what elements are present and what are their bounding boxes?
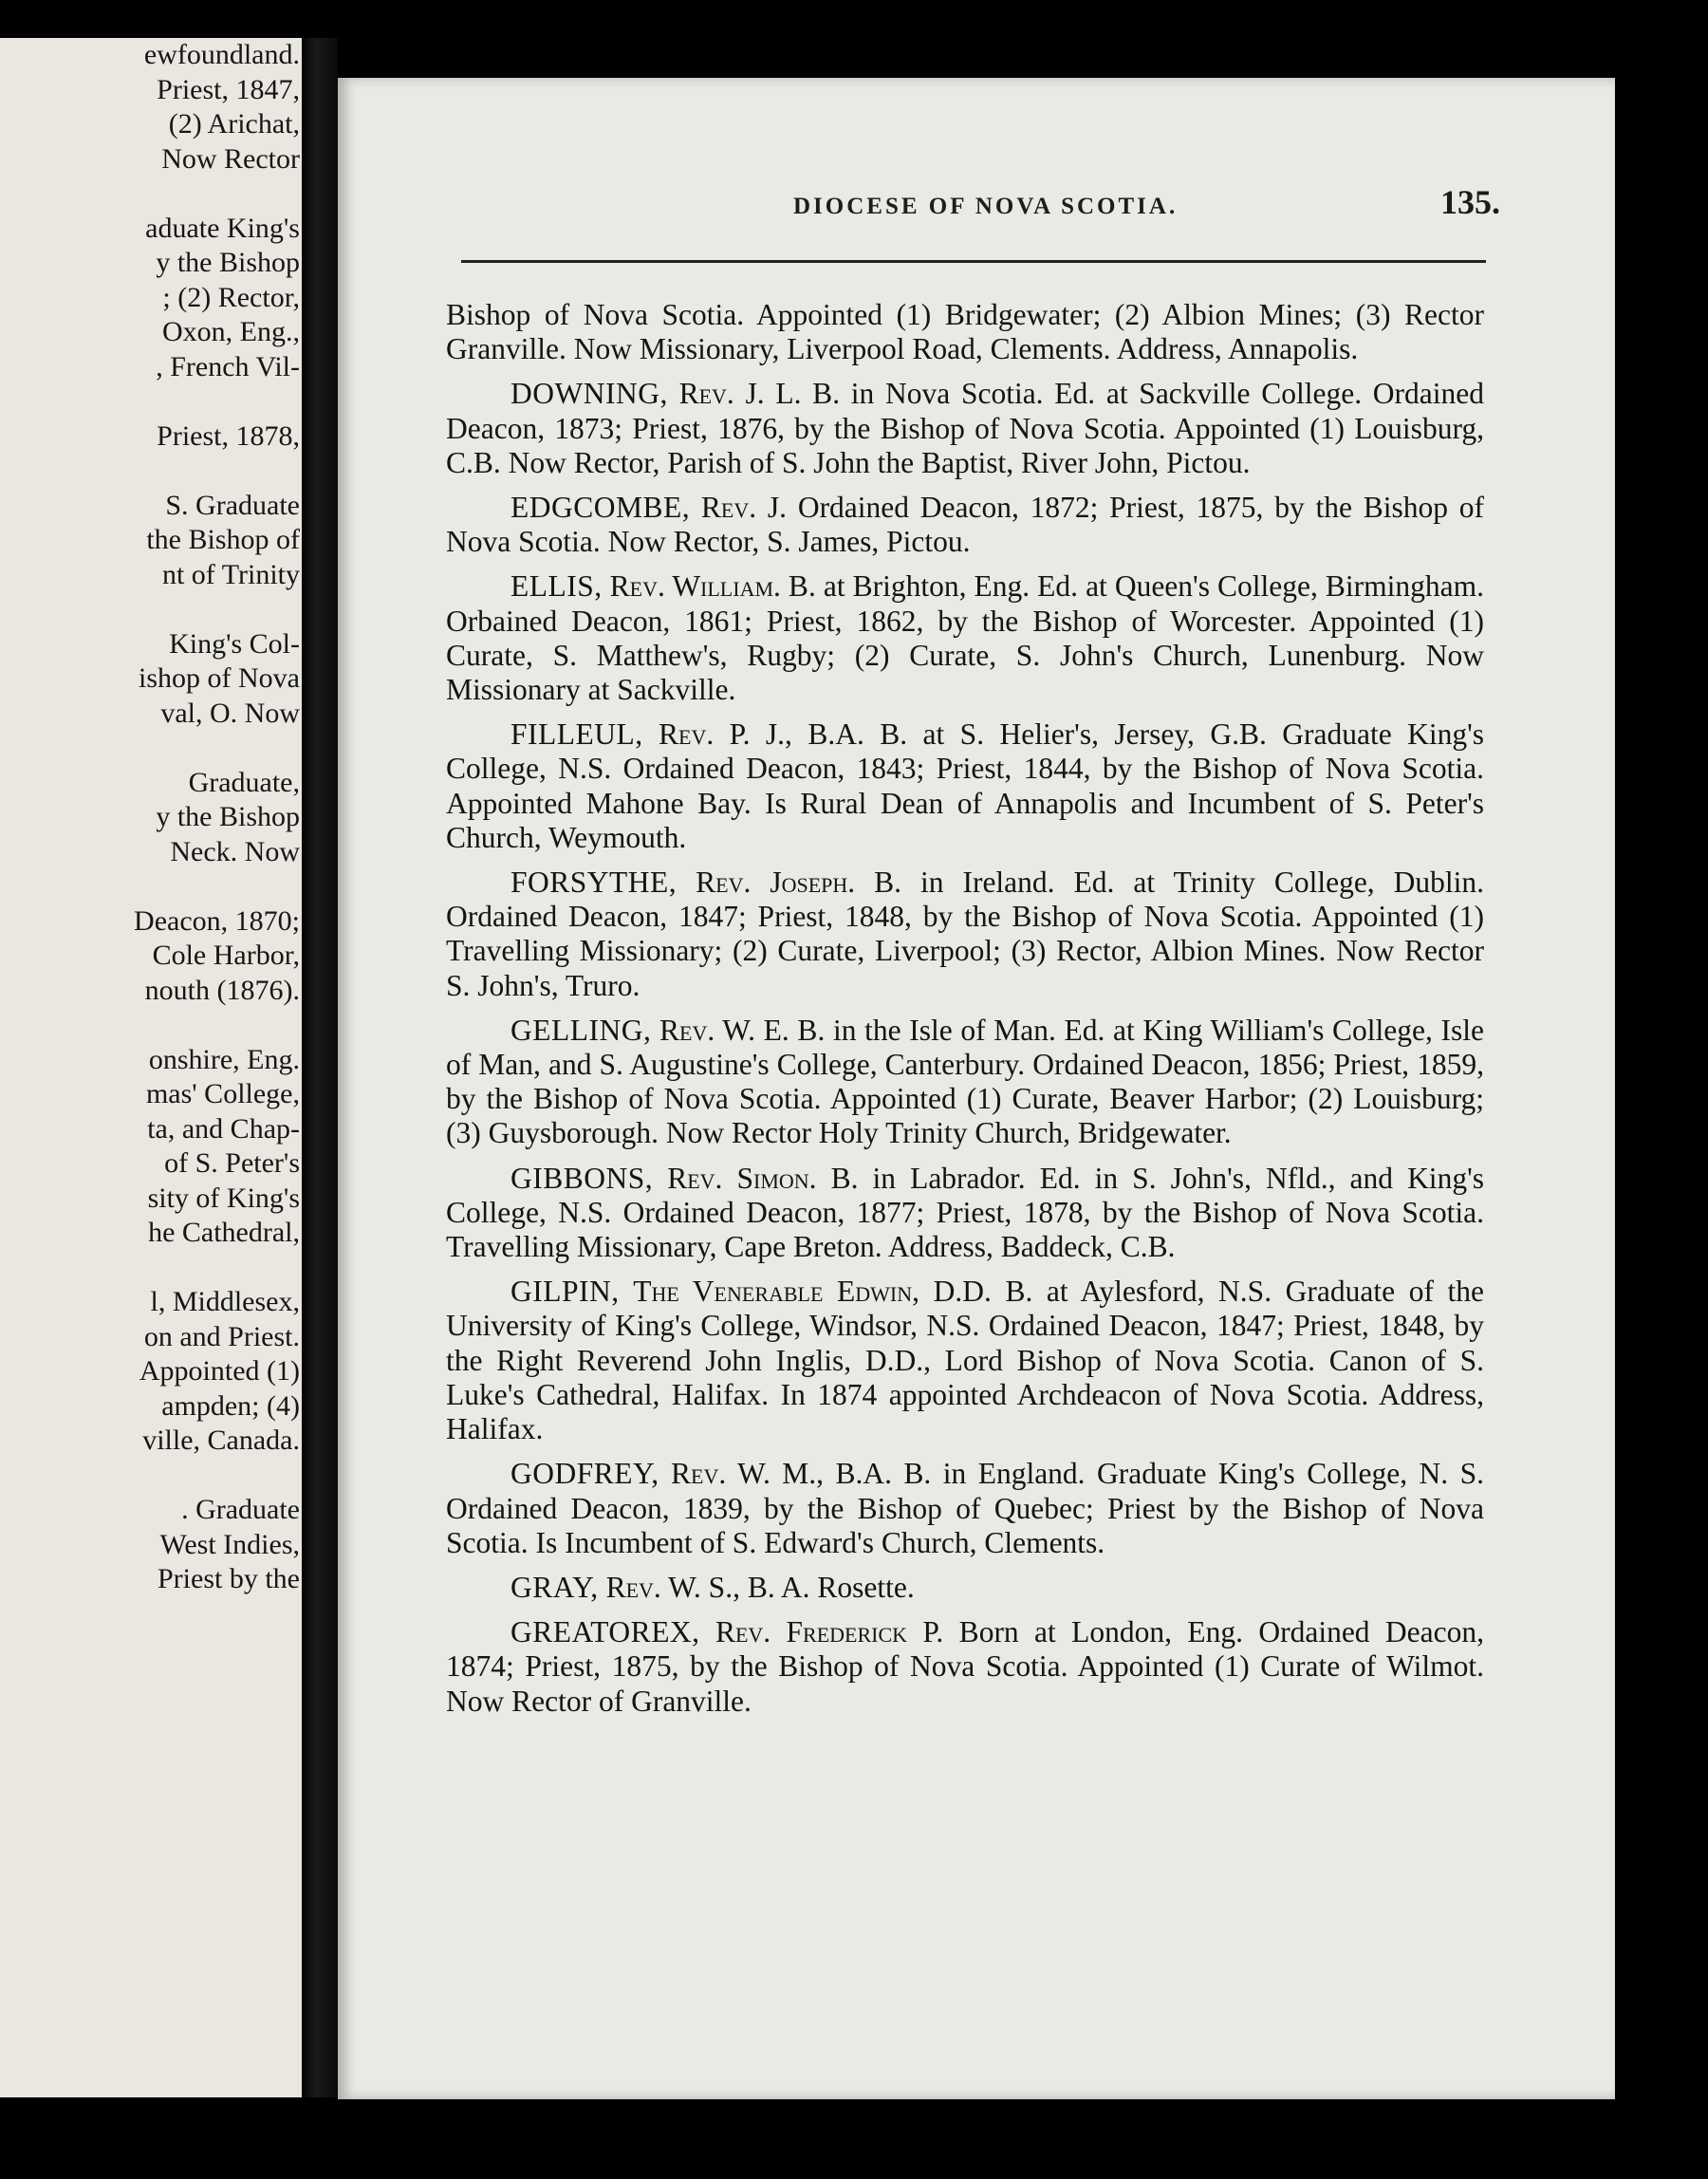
left-page-line: Neck. Now xyxy=(170,835,300,867)
entry-text: B. at Aylesford, N.S. Graduate of the University of King's College, Windsor, N.S. Ordained Deacon, 1847; Priest, 1848, by the Right Reverend John Inglis, D.D., Lord Bishop of Nova Scotia. Canon of S. Luke's Cathedral, Halifax. In 1874 appointed Archdeacon of Nova Scotia. Address, Halifax. xyxy=(446,1275,1485,1446)
entry-title: Rev. W. S., B. A. xyxy=(605,1570,810,1604)
entry-title: Rev. Joseph. xyxy=(696,866,856,900)
left-page-line xyxy=(0,592,300,627)
left-page-line xyxy=(0,731,300,766)
left-page xyxy=(0,38,302,2097)
entry-text: B. in Ireland. Ed. at Trinity College, Dublin. Ordained Deacon, 1847; Priest, 1848, by the Bishop of Nova Scotia. Appointed (1) Travelling Missionary; (2) Curate, Liverpool; (3) Rector, Albion Mines. Now Rector S. John's, Truro. xyxy=(446,866,1485,1002)
left-page-line: Now Rector xyxy=(161,142,300,175)
clergy-entry xyxy=(446,1275,1484,1446)
clergy-entry xyxy=(446,1014,1484,1151)
entry-surname: FILLEUL, xyxy=(511,717,643,752)
clergy-entry xyxy=(446,717,1484,855)
left-page-line: Priest, 1878, xyxy=(157,419,300,452)
clergy-entry xyxy=(446,866,1484,1003)
entry-title: Rev. W. M., B.A. xyxy=(671,1457,892,1491)
clergy-entry xyxy=(446,1162,1484,1265)
left-page-text xyxy=(0,38,300,1597)
left-page-line: ewfoundland. xyxy=(143,39,300,70)
running-head: DIOCESE OF NOVA SCOTIA. xyxy=(793,194,1179,219)
clergy-entry xyxy=(446,1457,1484,1560)
clergy-entry xyxy=(446,377,1484,480)
left-page-line: ; (2) Rector, xyxy=(162,281,300,313)
left-page-line: Priest by the xyxy=(158,1563,300,1594)
left-page-line: onshire, Eng. xyxy=(148,1043,300,1075)
left-page-line: l, Middlesex, xyxy=(150,1286,300,1317)
left-page-line: the Bishop of xyxy=(146,524,300,555)
left-page-line xyxy=(0,1459,300,1494)
left-page-line xyxy=(0,384,300,419)
left-page-line: (2) Arichat, xyxy=(168,108,300,140)
entry-text: B. in Labrador. Ed. in S. John's, Nfld., and King's College, N.S. Ordained Deacon, 1877; Priest, 1878, by the Bishop of Nova Scotia. Travelling Missionary, Cape Breton. Address, Baddeck, C.B. xyxy=(446,1161,1484,1264)
left-page-line: nouth (1876). xyxy=(144,974,300,1006)
entry-title: Rev. Frederick P. xyxy=(715,1615,944,1649)
entry-surname: DOWNING, xyxy=(511,377,668,411)
entry-surname: FORSYTHE, xyxy=(511,866,678,900)
entry-title: Rev. William. xyxy=(609,569,781,604)
left-page-line: sity of King's xyxy=(147,1182,300,1214)
right-page xyxy=(338,78,1615,2099)
left-page-line: y the Bishop xyxy=(156,247,300,278)
entry-surname: GILPIN, xyxy=(511,1275,620,1309)
left-page-line: ville, Canada. xyxy=(142,1425,300,1456)
left-page-line: , French Vil- xyxy=(156,350,300,382)
entry-surname: GIBBONS, xyxy=(511,1161,654,1195)
left-page-line: ampden; (4) xyxy=(161,1389,300,1422)
left-page-line xyxy=(0,1251,300,1286)
left-page-line: Oxon, Eng., xyxy=(162,316,300,347)
page-header xyxy=(338,183,1615,232)
clergy-entries xyxy=(446,298,1484,1729)
entry-text: B. in England. Graduate King's College, N. S. Ordained Deacon, 1839, by the Bishop of Quebec; Priest by the Bishop of Nova Scotia. Is Incumbent of S. Edward's Church, Clements. xyxy=(446,1457,1484,1559)
left-page-line: King's Col- xyxy=(169,627,300,660)
entry-title: Rev. W. E. xyxy=(659,1013,789,1047)
left-page-line: nt of Trinity xyxy=(161,558,300,590)
left-page-line: West Indies, xyxy=(159,1528,300,1560)
left-page-line: mas' College, xyxy=(145,1078,300,1109)
entry-surname: EDGCOMBE, xyxy=(511,491,691,525)
left-page-line: aduate King's xyxy=(145,212,300,244)
left-page-line: he Cathedral, xyxy=(148,1217,300,1248)
left-page-line: val, O. Now xyxy=(160,697,300,729)
left-page-line xyxy=(0,177,300,212)
left-page-line: Priest, 1847, xyxy=(157,73,300,105)
entry-surname: GREATOREX, xyxy=(511,1615,700,1649)
page-number: 135. xyxy=(1440,183,1500,221)
left-page-line: ta, and Chap- xyxy=(147,1112,300,1145)
entry-text: B. in the Isle of Man. Ed. at King William's College, Isle of Man, and S. Augustine's College, Canterbury. Ordained Deacon, 1856; Priest, 1859, by the Bishop of Nova Scotia. Appointed (1) Curate, Beaver Harbor; (2) Louisburg; (3) Guysborough. Now Rector Holy Trinity Church, Bridgewater. xyxy=(446,1013,1485,1150)
entry-text: Bishop of Nova Scotia. Appointed (1) Bridgewater; (2) Albion Mines; (3) Rector Granville. Now Missionary, Liverpool Road, Clements. Address, Annapolis. xyxy=(446,298,1484,366)
left-page-line: of S. Peter's xyxy=(164,1147,300,1179)
entry-title: Rev. Simon. xyxy=(667,1161,817,1195)
left-page-line: S. Graduate xyxy=(165,489,300,521)
left-page-line xyxy=(0,869,300,904)
entry-text: Rosette. xyxy=(809,1570,915,1604)
entry-title: Rev. J. xyxy=(700,491,788,525)
entry-text: B. at S. Helier's, Jersey, G.B. Graduate King's College, N.S. Ordained Deacon, 1843; Priest, 1844, by the Bishop of Nova Scotia. Appointed Mahone Bay. Is Rural Dean of Annapolis and Incumbent of S. Peter's Church, Weymouth. xyxy=(446,717,1485,854)
clergy-entry xyxy=(446,491,1484,559)
left-page-line: y the Bishop xyxy=(156,801,300,832)
entry-title: The Venerable Edwin, D.D. xyxy=(633,1275,992,1309)
left-page-line: Appointed (1) xyxy=(139,1355,300,1387)
entry-text: Ordained Deacon, 1872; Priest, 1875, by the Bishop of Nova Scotia. Now Rector, S. James, Pictou. xyxy=(446,491,1485,559)
entry-surname: GODFREY, xyxy=(511,1457,659,1491)
left-page-line: ishop of Nova xyxy=(139,662,300,694)
clergy-entry xyxy=(446,569,1484,707)
entry-title: Rev. P. J., B.A. xyxy=(659,717,864,752)
left-page-line: Deacon, 1870; xyxy=(134,904,300,937)
entry-surname: GELLING, xyxy=(511,1013,652,1047)
entry-text: B. at Brighton, Eng. Ed. at Queen's College, Birmingham. Orbained Deacon, 1861; Priest, 1862, by the Bishop of Worcester. Appointed (1) Curate, S. Matthew's, Rugby; (2) Curate, S. John's Church, Lunenburg. Now Missionary at Sackville. xyxy=(446,569,1484,707)
clergy-entry xyxy=(446,1615,1484,1719)
clergy-entry xyxy=(446,298,1484,366)
entry-text: B. in Nova Scotia. Ed. at Sackville College. Ordained Deacon, 1873; Priest, 1876, by the Bishop of Nova Scotia. Appointed (1) Louisburg, C.B. Now Rector, Parish of S. John the Baptist, River John, Pictou. xyxy=(446,377,1484,479)
entry-surname: GRAY, xyxy=(511,1570,599,1604)
left-page-line: on and Priest. xyxy=(143,1320,300,1352)
left-page-line: . Graduate xyxy=(181,1494,300,1525)
left-page-line: Cole Harbor, xyxy=(152,940,300,971)
entry-surname: ELLIS, xyxy=(511,569,603,604)
header-rule xyxy=(461,260,1486,263)
entry-text: Born at London, Eng. Ordained Deacon, 1874; Priest, 1875, by the Bishop of Nova Scotia. Appointed (1) Curate of Wilmot. Now Rector of Granville. xyxy=(446,1615,1484,1718)
left-page-line: Graduate, xyxy=(188,766,300,798)
entry-title: Rev. J. L. xyxy=(678,377,802,411)
left-page-line xyxy=(0,454,300,489)
left-page-line xyxy=(0,1008,300,1043)
book-gutter xyxy=(302,38,338,2097)
clergy-entry xyxy=(446,1571,1484,1605)
